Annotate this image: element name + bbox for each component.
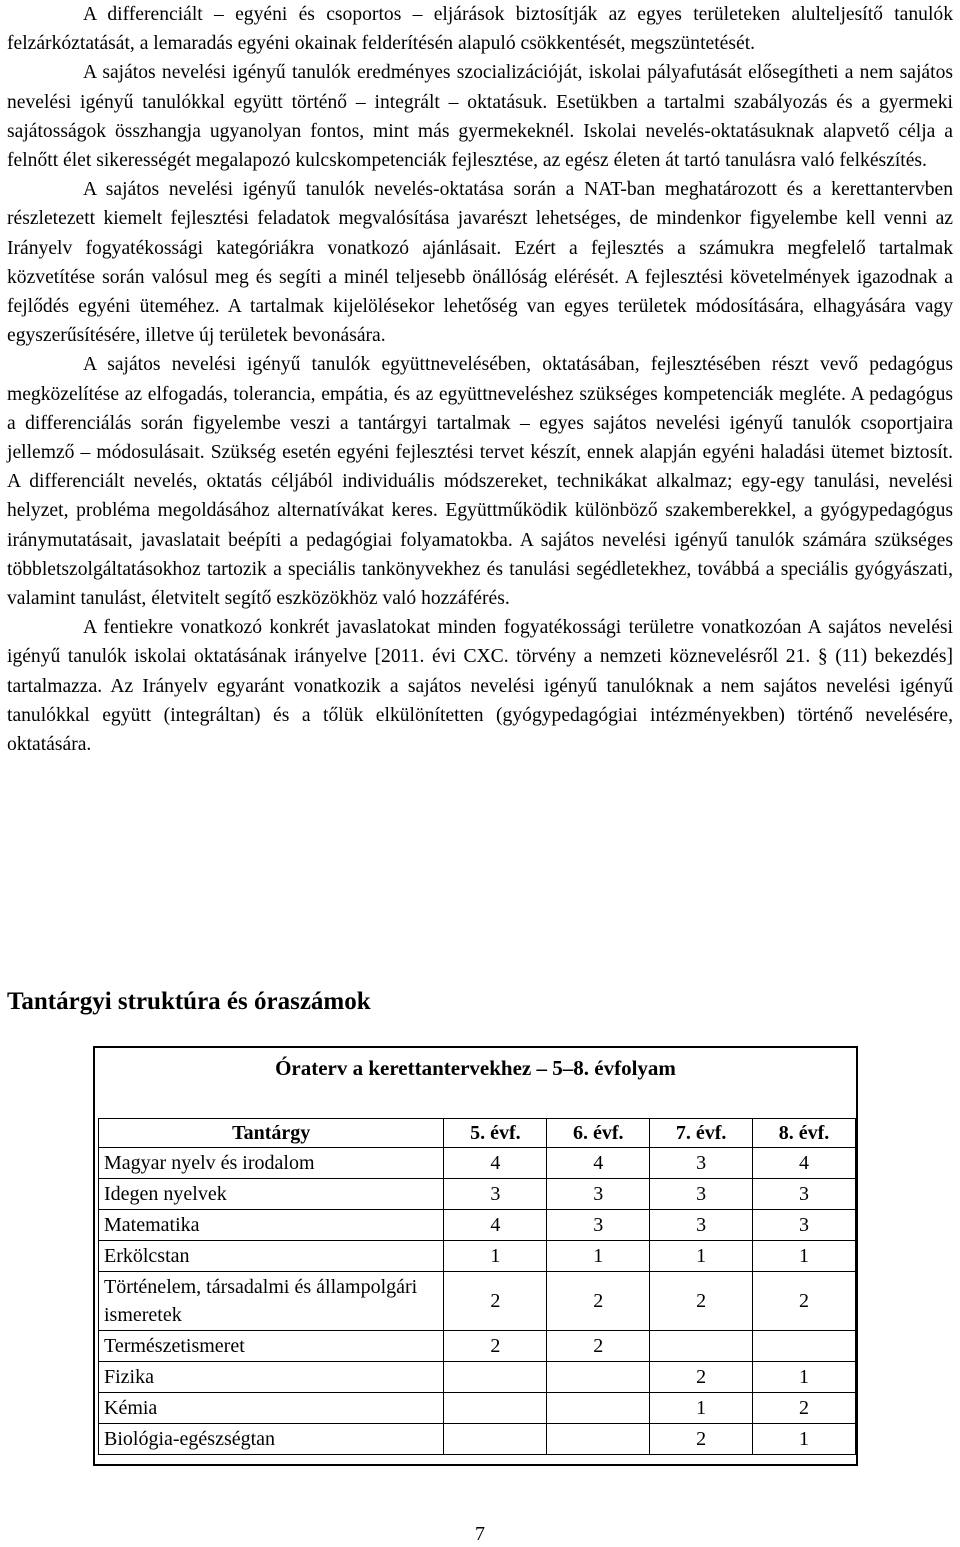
- subject-cell: Fizika: [99, 1362, 444, 1393]
- hours-cell: 3: [650, 1148, 753, 1179]
- hours-cell: 3: [650, 1210, 753, 1241]
- subject-cell: Kémia: [99, 1393, 444, 1424]
- subject-cell: Erkölcstan: [99, 1241, 444, 1272]
- table-row: [99, 1362, 856, 1393]
- paragraph-1: A differenciált – egyéni és csoportos – eljárások biztosítják az egyes területeken alulteljesítő tanulók felzárkóztatását, a lemaradás egyéni okainak felderítésén alapuló csökkentését, megszüntetését.: [7, 4, 953, 55]
- hours-cell: 3: [753, 1179, 856, 1210]
- header-subject: Tantárgy: [99, 1119, 444, 1148]
- paragraph-4: A sajátos nevelési igényű tanulók együttnevelésében, oktatásában, fejlesztésében részt vevő pedagógus megközelítése az elfogadás, tolerancia, empátia, és az együttneveléshez szükséges kompetenciák megléte. A pedagógus a differenciálás során figyelembe veszi a tantárgyi tartalmak – egyes sajátos nevelési igényű tanulók csoportjaira jellemző – módosulásait. Szükség esetén egyéni fejlesztési tervet készít, ennek alapján egyéni haladási ütemet biztosít. A differenciált nevelés, oktatás céljából individuális módszereket, technikákat alkalmaz; egy-egy tanulási, nevelési helyzet, probléma megoldásához alternatívákat keres. Együttműködik különböző szakemberekkel, a gyógypedagógus iránymutatásait, javaslatait beépíti a pedagógiai folyamatokba. A sajátos nevelési igényű tanulók számára szükséges többletszolgáltatásokhoz tartozik a speciális tankönyvekhez és tanulási segédletekhez, továbbá a speciális gyógyászati, valamint tanulást, életvitelt segítő eszközökhöz való hozzáférés.: [7, 354, 953, 610]
- hours-cell: [650, 1331, 753, 1362]
- header-grade-8: 8. évf.: [753, 1119, 856, 1148]
- table-row: [99, 1148, 856, 1179]
- section-heading: Tantárgyi struktúra és óraszámok: [7, 988, 371, 1015]
- hours-cell: 2: [650, 1424, 753, 1455]
- subject-cell: Magyar nyelv és irodalom: [99, 1148, 444, 1179]
- hours-cell: 2: [650, 1272, 753, 1331]
- hours-cell: 1: [547, 1241, 650, 1272]
- hours-cell: 4: [547, 1148, 650, 1179]
- hours-cell: 3: [650, 1179, 753, 1210]
- hours-cell: [547, 1362, 650, 1393]
- table-row: [99, 1393, 856, 1424]
- hours-cell: 1: [650, 1241, 753, 1272]
- hours-cell: 3: [547, 1210, 650, 1241]
- hours-cell: 1: [753, 1424, 856, 1455]
- hours-cell: 4: [444, 1148, 547, 1179]
- subject-cell: Matematika: [99, 1210, 444, 1241]
- table-header-row: [99, 1119, 856, 1148]
- hours-cell: 4: [753, 1148, 856, 1179]
- hours-cell: 1: [444, 1241, 547, 1272]
- hours-cell: [444, 1424, 547, 1455]
- hours-cell: [547, 1393, 650, 1424]
- curriculum-table: [98, 1118, 856, 1455]
- hours-cell: 1: [753, 1362, 856, 1393]
- table-row: [99, 1179, 856, 1210]
- table-row: [99, 1424, 856, 1455]
- hours-cell: 3: [547, 1179, 650, 1210]
- table-row: [99, 1331, 856, 1362]
- subject-cell: Történelem, társadalmi és állampolgári ismeretek: [99, 1272, 444, 1331]
- table-row: [99, 1241, 856, 1272]
- hours-cell: 2: [547, 1272, 650, 1331]
- hours-cell: 2: [444, 1272, 547, 1331]
- hours-cell: [547, 1424, 650, 1455]
- table-row: [99, 1272, 856, 1331]
- paragraph-5: A fentiekre vonatkozó konkrét javaslatokat minden fogyatékossági területre vonatkozóan A sajátos nevelési igényű tanulók iskolai oktatásának irányelve [2011. évi CXC. törvény a nemzeti köznevelésről 21. § (11) bekezdés] tartalmazza. Az Irányelv egyaránt vonatkozik a sajátos nevelési igényű tanulóknak a nem sajátos nevelési igényű tanulókkal együtt (integráltan) és a tőlük elkülönítetten (gyógypedagógiai intézményekben) történő nevelésére, oktatására.: [7, 617, 953, 756]
- hours-cell: 1: [650, 1393, 753, 1424]
- paragraph-3: A sajátos nevelési igényű tanulók nevelés-oktatása során a NAT-ban meghatározott és a kerettantervben részletezett kiemelt fejlesztési feladatok megvalósítása javarészt lehetséges, de mindenkor figyelembe kell venni az Irányelv fogyatékossági kategóriákra vonatkozó ajánlásait. Ezért a fejlesztés a számukra megfelelő tartalmak közvetítése során valósul meg és segíti a minél teljesebb önállóság elérését. A fejlesztési követelmények igazodnak a fejlődés egyéni üteméhez. A tartalmak kijelölésekor lehetőség van egyes területek módosítására, elhagyására vagy egyszerűsítésére, illetve új területek bevonására.: [7, 179, 953, 347]
- subject-cell: Természetismeret: [99, 1331, 444, 1362]
- subject-cell: Biológia-egészségtan: [99, 1424, 444, 1455]
- document-body: [7, 0, 953, 759]
- hours-cell: 2: [444, 1331, 547, 1362]
- hours-cell: 2: [753, 1393, 856, 1424]
- hours-cell: 4: [444, 1210, 547, 1241]
- header-grade-7: 7. évf.: [650, 1119, 753, 1148]
- hours-cell: 2: [753, 1272, 856, 1331]
- hours-cell: 1: [753, 1241, 856, 1272]
- hours-cell: [753, 1331, 856, 1362]
- subject-cell: Idegen nyelvek: [99, 1179, 444, 1210]
- curriculum-table-box: [93, 1046, 858, 1466]
- table-caption: Óraterv a kerettantervekhez – 5–8. évfolyam: [275, 1056, 676, 1080]
- hours-cell: 2: [547, 1331, 650, 1362]
- paragraph-2: A sajátos nevelési igényű tanulók eredményes szocializációját, iskolai pályafutását elősegítheti a nem sajátos nevelési igényű tanulókkal együtt történő – integrált – oktatásuk. Esetükben a tartalmi szabályozás és a gyermeki sajátosságok összhangja ugyanolyan fontos, mint más gyermekeknél. Iskolai nevelés-oktatásuknak alapvető célja a felnőtt élet sikerességét megalapozó kulcskompetenciák fejlesztése, az egész életen át tartó tanulásra való felkészítés.: [7, 62, 953, 172]
- hours-cell: 3: [753, 1210, 856, 1241]
- page-number: 7: [475, 1523, 485, 1545]
- hours-cell: 3: [444, 1179, 547, 1210]
- hours-cell: [444, 1393, 547, 1424]
- header-grade-5: 5. évf.: [444, 1119, 547, 1148]
- table-row: [99, 1210, 856, 1241]
- hours-cell: 2: [650, 1362, 753, 1393]
- hours-cell: [444, 1362, 547, 1393]
- header-grade-6: 6. évf.: [547, 1119, 650, 1148]
